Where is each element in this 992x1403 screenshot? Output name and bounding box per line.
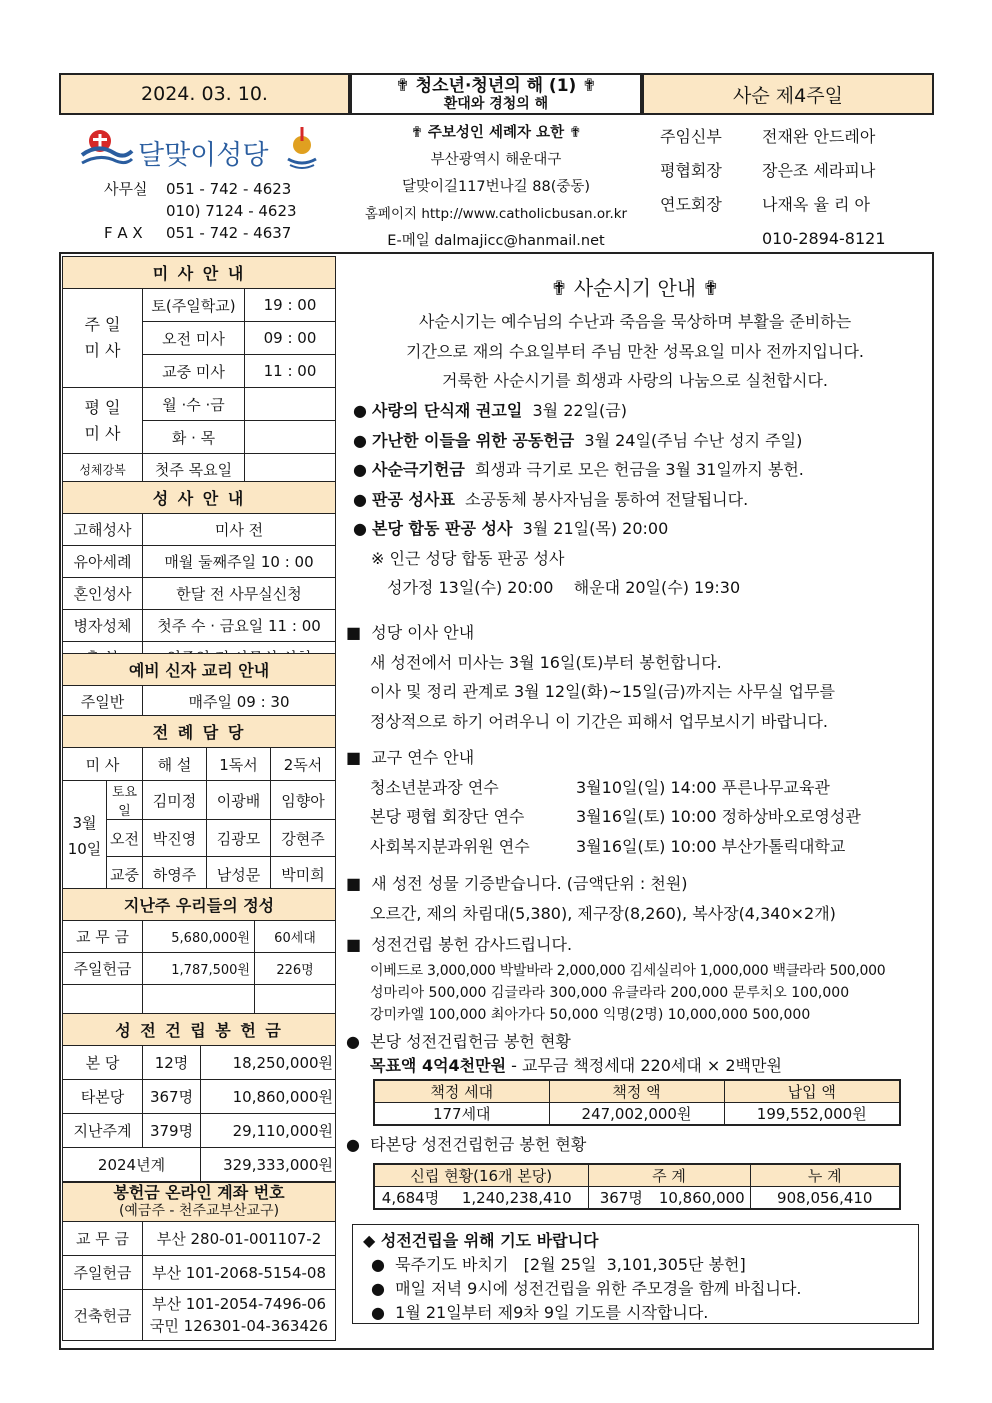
- parish-logo: [80, 123, 330, 173]
- catechism-value: 매주일 09 : 30: [143, 686, 336, 718]
- account-label: 주일헌금: [63, 1256, 143, 1290]
- training-row: 본당 평협 회장단 연수 3월16일(토) 10:00 정하상바오로영성관: [370, 807, 861, 826]
- notice-line: 새 성전에서 미사는 3월 16일(토)부터 봉헌합니다.: [370, 652, 722, 672]
- offering-count: 60세대: [255, 921, 336, 953]
- training-row: 청소년분과장 연수 3월10일(일) 14:00 푸른나무교육관: [370, 777, 830, 797]
- commentator: 박진영: [143, 820, 207, 857]
- account-label: 교 무 금: [63, 1222, 143, 1256]
- fund-header: 주 계: [588, 1164, 750, 1187]
- mass-table: [62, 256, 336, 486]
- reader2: 박미희: [271, 857, 336, 892]
- liturgical-sunday: 사순 제4주일: [733, 84, 843, 107]
- fund-count: 12명: [143, 1046, 201, 1080]
- account-number: 부산 280-01-001107-2: [143, 1222, 336, 1256]
- note: 성가정 13일(수) 20:00 해운대 20일(수) 19:30: [387, 578, 741, 597]
- staff-role: 연도회장: [660, 195, 722, 214]
- fund-value: 199,552,000원: [724, 1103, 900, 1126]
- mass-time: [245, 421, 336, 454]
- fund-section-title: 본당 성전건립헌금 봉헌 현황: [370, 1032, 571, 1051]
- donor-line: 이베드로 3,000,000 박발바라 2,000,000 김세실리아 1,000,000 백클라라 500,000: [370, 962, 886, 979]
- liturgy-header: 해 설: [143, 748, 207, 781]
- list-item: ● 묵주기도 바치기 [2월 25일 3,101,305단 봉헌]: [371, 1255, 746, 1274]
- mass-name: 토(주일학교): [143, 289, 245, 322]
- mass-time: 19 : 00: [245, 289, 336, 322]
- notice-line: 오르간, 제의 차림대(5,380), 제구장(8,260), 복사장(4,340×2개): [370, 903, 836, 923]
- parish-fund-section: ● 본당 성전건립헌금 봉헌 현황 목표액 4억4천만원 - 교무금 책정세대 220세대 × 2백만원: [346, 1032, 782, 1075]
- account-number: 부산 101-2054-7496-06: [151, 1295, 327, 1313]
- intro-line: 사순시기는 예수님의 수난과 죽음을 묵상하며 부활을 준비하는: [418, 312, 852, 331]
- liturgy-table: [62, 715, 336, 892]
- list-item: ● 1월 21일부터 제9차 9일 기도를 시작합니다.: [371, 1303, 709, 1322]
- mass-name: 교중 미사: [143, 355, 245, 388]
- fax-number: 051 - 742 - 4637: [166, 224, 292, 242]
- mass-time: [245, 388, 336, 421]
- contact-block: [104, 178, 297, 244]
- fund-value: 4,684명: [374, 1187, 446, 1210]
- training-notice: ■ 교구 연수 안내 청소년분과장 연수 3월10일(일) 14:00 푸른나무교육관 본당 평협 회장단 연수 3월16일(토) 10:00 정하상바오로영성관 사회복지분과위원 연수 3월16일(토) 10:00 부산가톨릭대학교: [346, 743, 931, 861]
- staff-name: 장은조 세라피나: [762, 161, 876, 180]
- thanks-notice: ■ 성전건립 봉헌 감사드립니다. 이베드로 3,000,000 박발바라 2,000,000 김세실리아 1,000,000 백클라라 500,000 성마리아 500,000 김글라라 300,000 유클라라 200,000 문루치오 100,000 강미카엘 100,000 최아가다 50,000 익명(2명) 10,000,000 500,000: [346, 930, 931, 1026]
- donor-line: 강미카엘 100,000 최아가다 50,000 익명(2명) 10,000,000 500,000: [370, 1006, 811, 1023]
- staff-phone: 010-2894-8121: [762, 229, 886, 248]
- fund-header: 신립 현황(16개 본당): [374, 1164, 588, 1187]
- sunday-box: [642, 73, 934, 115]
- catechism-label: 주일반: [63, 686, 143, 718]
- mass-title: 미 사 안 내: [63, 257, 336, 289]
- commentator: 하영주: [143, 857, 207, 892]
- mass-name: 화 · 목: [143, 421, 245, 454]
- catechism-table: [62, 653, 336, 718]
- intro-line: 기간으로 재의 수요일부터 주님 만찬 성목요일 미사 전까지입니다.: [405, 341, 864, 361]
- liturgy-header: 1독서: [207, 748, 271, 781]
- donor-line: 성마리아 500,000 김글라라 300,000 유클라라 200,000 문루치오 100,000: [370, 984, 850, 1001]
- fund-amount: 29,110,000원: [201, 1114, 336, 1148]
- building-fund-title: 성 전 건 립 봉 헌 금: [63, 1014, 336, 1046]
- office-phone: 051 - 742 - 4623: [166, 180, 292, 198]
- liturgy-header: 미 사: [63, 748, 143, 781]
- homepage[interactable]: 홈페이지 http://www.catholicbusan.or.kr: [364, 206, 628, 222]
- account-number: 국민 126301-04-363426: [149, 1317, 329, 1335]
- sacrament-label: 혼인성사: [63, 578, 143, 610]
- building-fund-table: [62, 1013, 336, 1182]
- fund-value: 247,002,000원: [549, 1103, 724, 1126]
- donation-items-notice: ■ 새 성전 성물 기증받습니다. (금액단위 : 천원) 오르간, 제의 차림대(5,380), 제구장(8,260), 복사장(4,340×2개): [346, 869, 931, 928]
- training-row: 사회복지분과위원 연수 3월16일(토) 10:00 부산가톨릭대학교: [370, 836, 846, 856]
- other-fund-table: [373, 1163, 901, 1210]
- parish-fund-table: [373, 1079, 901, 1126]
- adoration-label: 성체강복: [63, 454, 143, 486]
- address-block: [350, 120, 642, 255]
- prayer-title: ◆ 성전건립을 위해 기도 바랍니다: [363, 1231, 599, 1250]
- fund-header: 책정 액: [549, 1080, 724, 1103]
- offering-amount: 5,680,000원: [143, 921, 255, 953]
- lent-intro: [340, 307, 930, 396]
- notice-title: 새 성전 성물 기증받습니다. (금액단위 : 천원): [371, 874, 688, 893]
- notice-line: 이사 및 정리 관계로 3월 12일(화)~15일(금)까지는 사무실 업무를: [370, 682, 835, 701]
- fund-value: 10,860,000: [654, 1187, 750, 1210]
- fund-goal-detail: - 교무금 책정세대 220세대 × 2백만원: [506, 1056, 782, 1075]
- patron-saint: ✟ 주보성인 세례자 요한 ✟: [410, 125, 582, 141]
- list-item: ● 사순극기헌금 희생과 극기로 모은 헌금을 3월 31일까지 봉헌.: [353, 460, 804, 479]
- weekday-mass-label: 평 일 미 사: [63, 388, 143, 454]
- fund-value: 367명: [588, 1187, 654, 1210]
- account-title: 봉헌금 온라인 계좌 번호: [113, 1183, 285, 1202]
- sacrament-value: 한달 전 사무실신청: [143, 578, 336, 610]
- mass-time: 11 : 00: [245, 355, 336, 388]
- theme-box: [350, 73, 642, 115]
- offering-table: [62, 888, 336, 1017]
- fund-value: 177세대: [374, 1103, 549, 1126]
- mass-time: 09 : 00: [245, 322, 336, 355]
- theme-subtitle: 환대와 경청의 해: [443, 96, 549, 112]
- note: ※ 인근 성당 합동 판공 성사: [371, 548, 565, 568]
- notice-title: 성전건립 봉헌 감사드립니다.: [371, 935, 573, 954]
- parish-name: 달맞이성당: [138, 140, 269, 171]
- notice-title: 성당 이사 안내: [371, 623, 475, 642]
- commentator: 김미정: [143, 781, 207, 820]
- fund-header: 누 계: [750, 1164, 900, 1187]
- fund-header: 책정 세대: [374, 1080, 549, 1103]
- list-item: ● 사랑의 단식재 권고일 3월 22일(금): [353, 401, 627, 420]
- fax-label: F A X: [104, 224, 143, 242]
- fund-value: 1,240,238,410: [446, 1187, 588, 1210]
- reader1: 김광모: [207, 820, 271, 857]
- date-box: [59, 73, 350, 115]
- fund-amount: 10,860,000원: [201, 1080, 336, 1114]
- catechism-title: 예비 신자 교리 안내: [63, 654, 336, 686]
- staff-role: 주임신부: [660, 127, 722, 146]
- reader1: 남성문: [207, 857, 271, 892]
- list-item: ● 가난한 이들을 위한 공동헌금 3월 24일(주님 수난 성지 주일): [353, 430, 803, 450]
- fund-header: 납입 액: [724, 1080, 900, 1103]
- list-item: ● 매일 저녁 9시에 성전건립을 위한 주모경을 함께 바칩니다.: [371, 1279, 802, 1298]
- moving-notice: ■ 성당 이사 안내 새 성전에서 미사는 3월 16일(토)부터 봉헌합니다. 이사 및 정리 관계로 3월 12일(화)~15일(금)까지는 사무실 업무를 정상적으로 하기 어려우니 이 기간은 피해서 업무보시기 바랍니다.: [346, 618, 931, 736]
- list-item: ● 본당 합동 판공 성사 3월 21일(목) 20:00: [353, 519, 669, 538]
- building-accounts: [143, 1290, 336, 1341]
- liturgy-mass: 오전: [107, 820, 143, 857]
- account-label: 건축헌금: [63, 1290, 143, 1341]
- year-total-label: 2024년계: [63, 1148, 201, 1182]
- bulletin-date: 2024. 03. 10.: [141, 83, 268, 105]
- notice-title: 교구 연수 안내: [371, 748, 475, 767]
- address-line1: 부산광역시 해운대구: [430, 152, 562, 168]
- offering-label: 주일헌금: [63, 953, 143, 985]
- fund-label: 본 당: [63, 1046, 143, 1080]
- liturgy-date: 3월 10일: [63, 781, 107, 892]
- sacrament-table: [62, 481, 336, 674]
- sacrament-value: 매월 둘째주일 10 : 00: [143, 546, 336, 578]
- prayer-box: [352, 1224, 919, 1324]
- account-header: [63, 1183, 336, 1222]
- staff-block: [660, 120, 886, 256]
- sacrament-label: 고해성사: [63, 514, 143, 546]
- staff-name: 전재완 안드레아: [762, 127, 876, 146]
- fund-count: 379명: [143, 1114, 201, 1148]
- reader2: 임향아: [271, 781, 336, 820]
- email[interactable]: E-메일 dalmajicc@hanmail.net: [387, 233, 605, 249]
- liturgy-title: 전 례 담 당: [63, 716, 336, 748]
- mass-name: 월 ·수 ·금: [143, 388, 245, 421]
- mass-name: 오전 미사: [143, 322, 245, 355]
- reader2: 강현주: [271, 820, 336, 857]
- liturgy-mass: 토요일: [107, 781, 143, 820]
- sacrament-value: 첫주 수 · 금요일 11 : 00: [143, 610, 336, 642]
- account-number: 부산 101-2068-5154-08: [143, 1256, 336, 1290]
- sacrament-label: 유아세례: [63, 546, 143, 578]
- adoration-value: 첫주 목요일: [143, 454, 245, 486]
- liturgy-mass: 교중: [107, 857, 143, 892]
- fund-label: 타본당: [63, 1080, 143, 1114]
- sunday-mass-label: 주 일 미 사: [63, 289, 143, 388]
- sacrament-title: 성 사 안 내: [63, 482, 336, 514]
- address-line2: 달맞이길117번나길 88(중동): [401, 179, 591, 195]
- staff-role: 평협회장: [660, 161, 722, 180]
- other-fund-section: ● 타본당 성전건립헌금 봉헌 현황: [346, 1135, 587, 1154]
- sacrament-value: 미사 전: [143, 514, 336, 546]
- staff-name: 나재옥 율 리 아: [762, 195, 870, 214]
- fund-amount: 18,250,000원: [201, 1046, 336, 1080]
- fund-count: 367명: [143, 1080, 201, 1114]
- office-label: 사무실: [104, 180, 148, 198]
- lent-items: [353, 396, 933, 603]
- theme-title: ✟ 청소년·청년의 해 (1) ✟: [395, 76, 597, 96]
- offering-amount: 1,787,500원: [143, 953, 255, 985]
- list-item: ● 판공 성사표 소공동체 봉사자님을 통하여 전달됩니다.: [353, 489, 749, 509]
- liturgy-header: 2독서: [271, 748, 336, 781]
- fund-value: 908,056,410: [750, 1187, 900, 1210]
- office-mobile: 010) 7124 - 4623: [166, 202, 297, 220]
- reader1: 이광배: [207, 781, 271, 820]
- offering-label: 교 무 금: [63, 921, 143, 953]
- fund-section-title: 타본당 성전건립헌금 봉헌 현황: [370, 1135, 587, 1154]
- sacrament-label: 병자성체: [63, 610, 143, 642]
- offering-count: 226명: [255, 953, 336, 985]
- notice-line: 정상적으로 하기 어려우니 이 기간은 피해서 업무보시기 바랍니다.: [370, 711, 829, 731]
- year-total-amount: 329,333,000원: [201, 1148, 336, 1182]
- offering-title: 지난주 우리들의 정성: [63, 889, 336, 921]
- lent-title: ✟ 사순시기 안내 ✟: [550, 276, 720, 300]
- fund-goal: 목표액 4억4천만원: [370, 1056, 507, 1075]
- fund-label: 지난주계: [63, 1114, 143, 1148]
- account-subtitle: (예금주 - 천주교부산교구): [118, 1203, 280, 1219]
- account-table: [62, 1182, 336, 1341]
- intro-line: 거룩한 사순시기를 희생과 사랑의 나눔으로 실천합시다.: [441, 371, 828, 390]
